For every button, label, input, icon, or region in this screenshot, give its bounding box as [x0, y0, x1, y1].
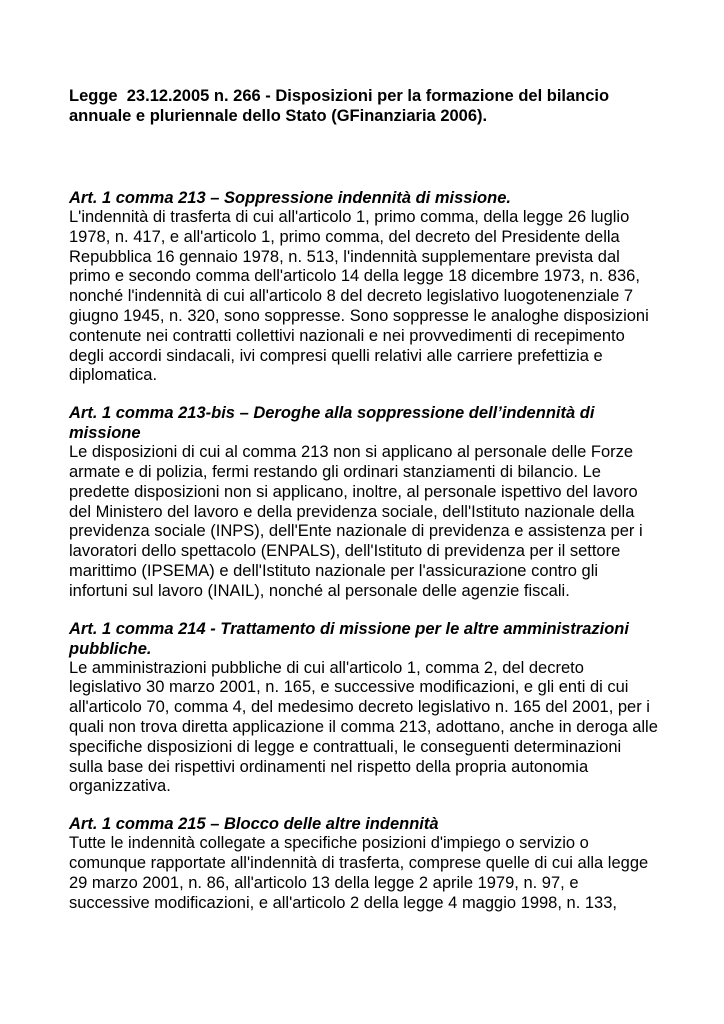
section-body: Le disposizioni di cui al comma 213 non si applicano al personale delle Forze armate e di polizia, fermi restando gli ordinari stanziamenti di bilancio. Le predette disposizioni non si applicano, inoltre, al personale ispettivo del lavoro del Ministero del lavoro e della previdenza sociale, dell'Istituto nazionale della previdenza sociale (INPS), dell'Ente nazionale di previdenza e assistenza per i lavoratori dello spettacolo (ENPALS), dell'Istituto di previdenza per il settore marittimo (IPSEMA) e dell'Istituto nazionale per l'assicurazione contro gli infortuni sul lavoro (INAIL), nonché al personale delle agenzie fiscali.: [69, 443, 643, 600]
document-title: Legge 23.12.2005 n. 266 - Disposizioni per la formazione del bilancio annuale e pluriennale dello Stato (GFinanziaria 2006).: [69, 87, 614, 125]
section-comma-213: [69, 188, 659, 386]
section-body: Le amministrazioni pubbliche di cui all'articolo 1, comma 2, del decreto legislativo 30 marzo 2001, n. 165, e successive modificazioni, e gli enti di cui all'articolo 70, comma 4, del medesimo decreto legislativo n. 165 del 2001, per i quali non trova diretta applicazione il comma 213, adottano, anche in deroga alle specifiche disposizioni di legge e contrattuali, le conseguenti determinazioni sulla base dei rispettivi ordinamenti nel rispetto della propria autonomia organizzativa.: [69, 658, 658, 796]
section-heading: Art. 1 comma 214 - Trattamento di missione per le altre amministrazioni pubbliche.: [69, 619, 629, 658]
section-comma-213-bis: [69, 403, 659, 601]
section-body: Tutte le indennità collegate a specifiche posizioni d'impiego o servizio o comunque rapportate all'indennità di trasferta, comprese quelle di cui alla legge 29 marzo 2001, n. 86, all'articolo 13 della legge 2 aprile 1979, n. 97, e successive modificazioni, e all'articolo 2 della legge 4 maggio 1998, n. 133,: [69, 834, 649, 912]
section-body: L'indennità di trasferta di cui all'articolo 1, primo comma, della legge 26 luglio 1978, n. 417, e all'articolo 1, primo comma, del decreto del Presidente della Repubblica 16 gennaio 1978, n. 513, l'indennità supplementare prevista dal primo e secondo comma dell'articolo 14 della legge 18 dicembre 1973, n. 836, nonché l'indennità di cui all'articolo 8 del decreto legislativo luogotenenziale 7 giugno 1945, n. 320, sono soppresse. Sono soppresse le analoghe disposizioni contenute nei contratti collettivi nazionali e nei provvedimenti di recepimento degli accordi sindacali, ivi compresi quelli relativi alle carriere prefettizia e diplomatica.: [69, 208, 649, 385]
section-heading: Art. 1 comma 215 – Blocco delle altre indennità: [69, 815, 439, 834]
section-comma-214: [69, 619, 659, 798]
section-heading: Art. 1 comma 213 – Soppressione indennità di missione.: [69, 189, 511, 207]
section-comma-215: [69, 814, 659, 913]
document-page: [69, 86, 659, 913]
section-heading: Art. 1 comma 213-bis – Deroghe alla soppressione dell’indennità di missione: [69, 404, 595, 443]
